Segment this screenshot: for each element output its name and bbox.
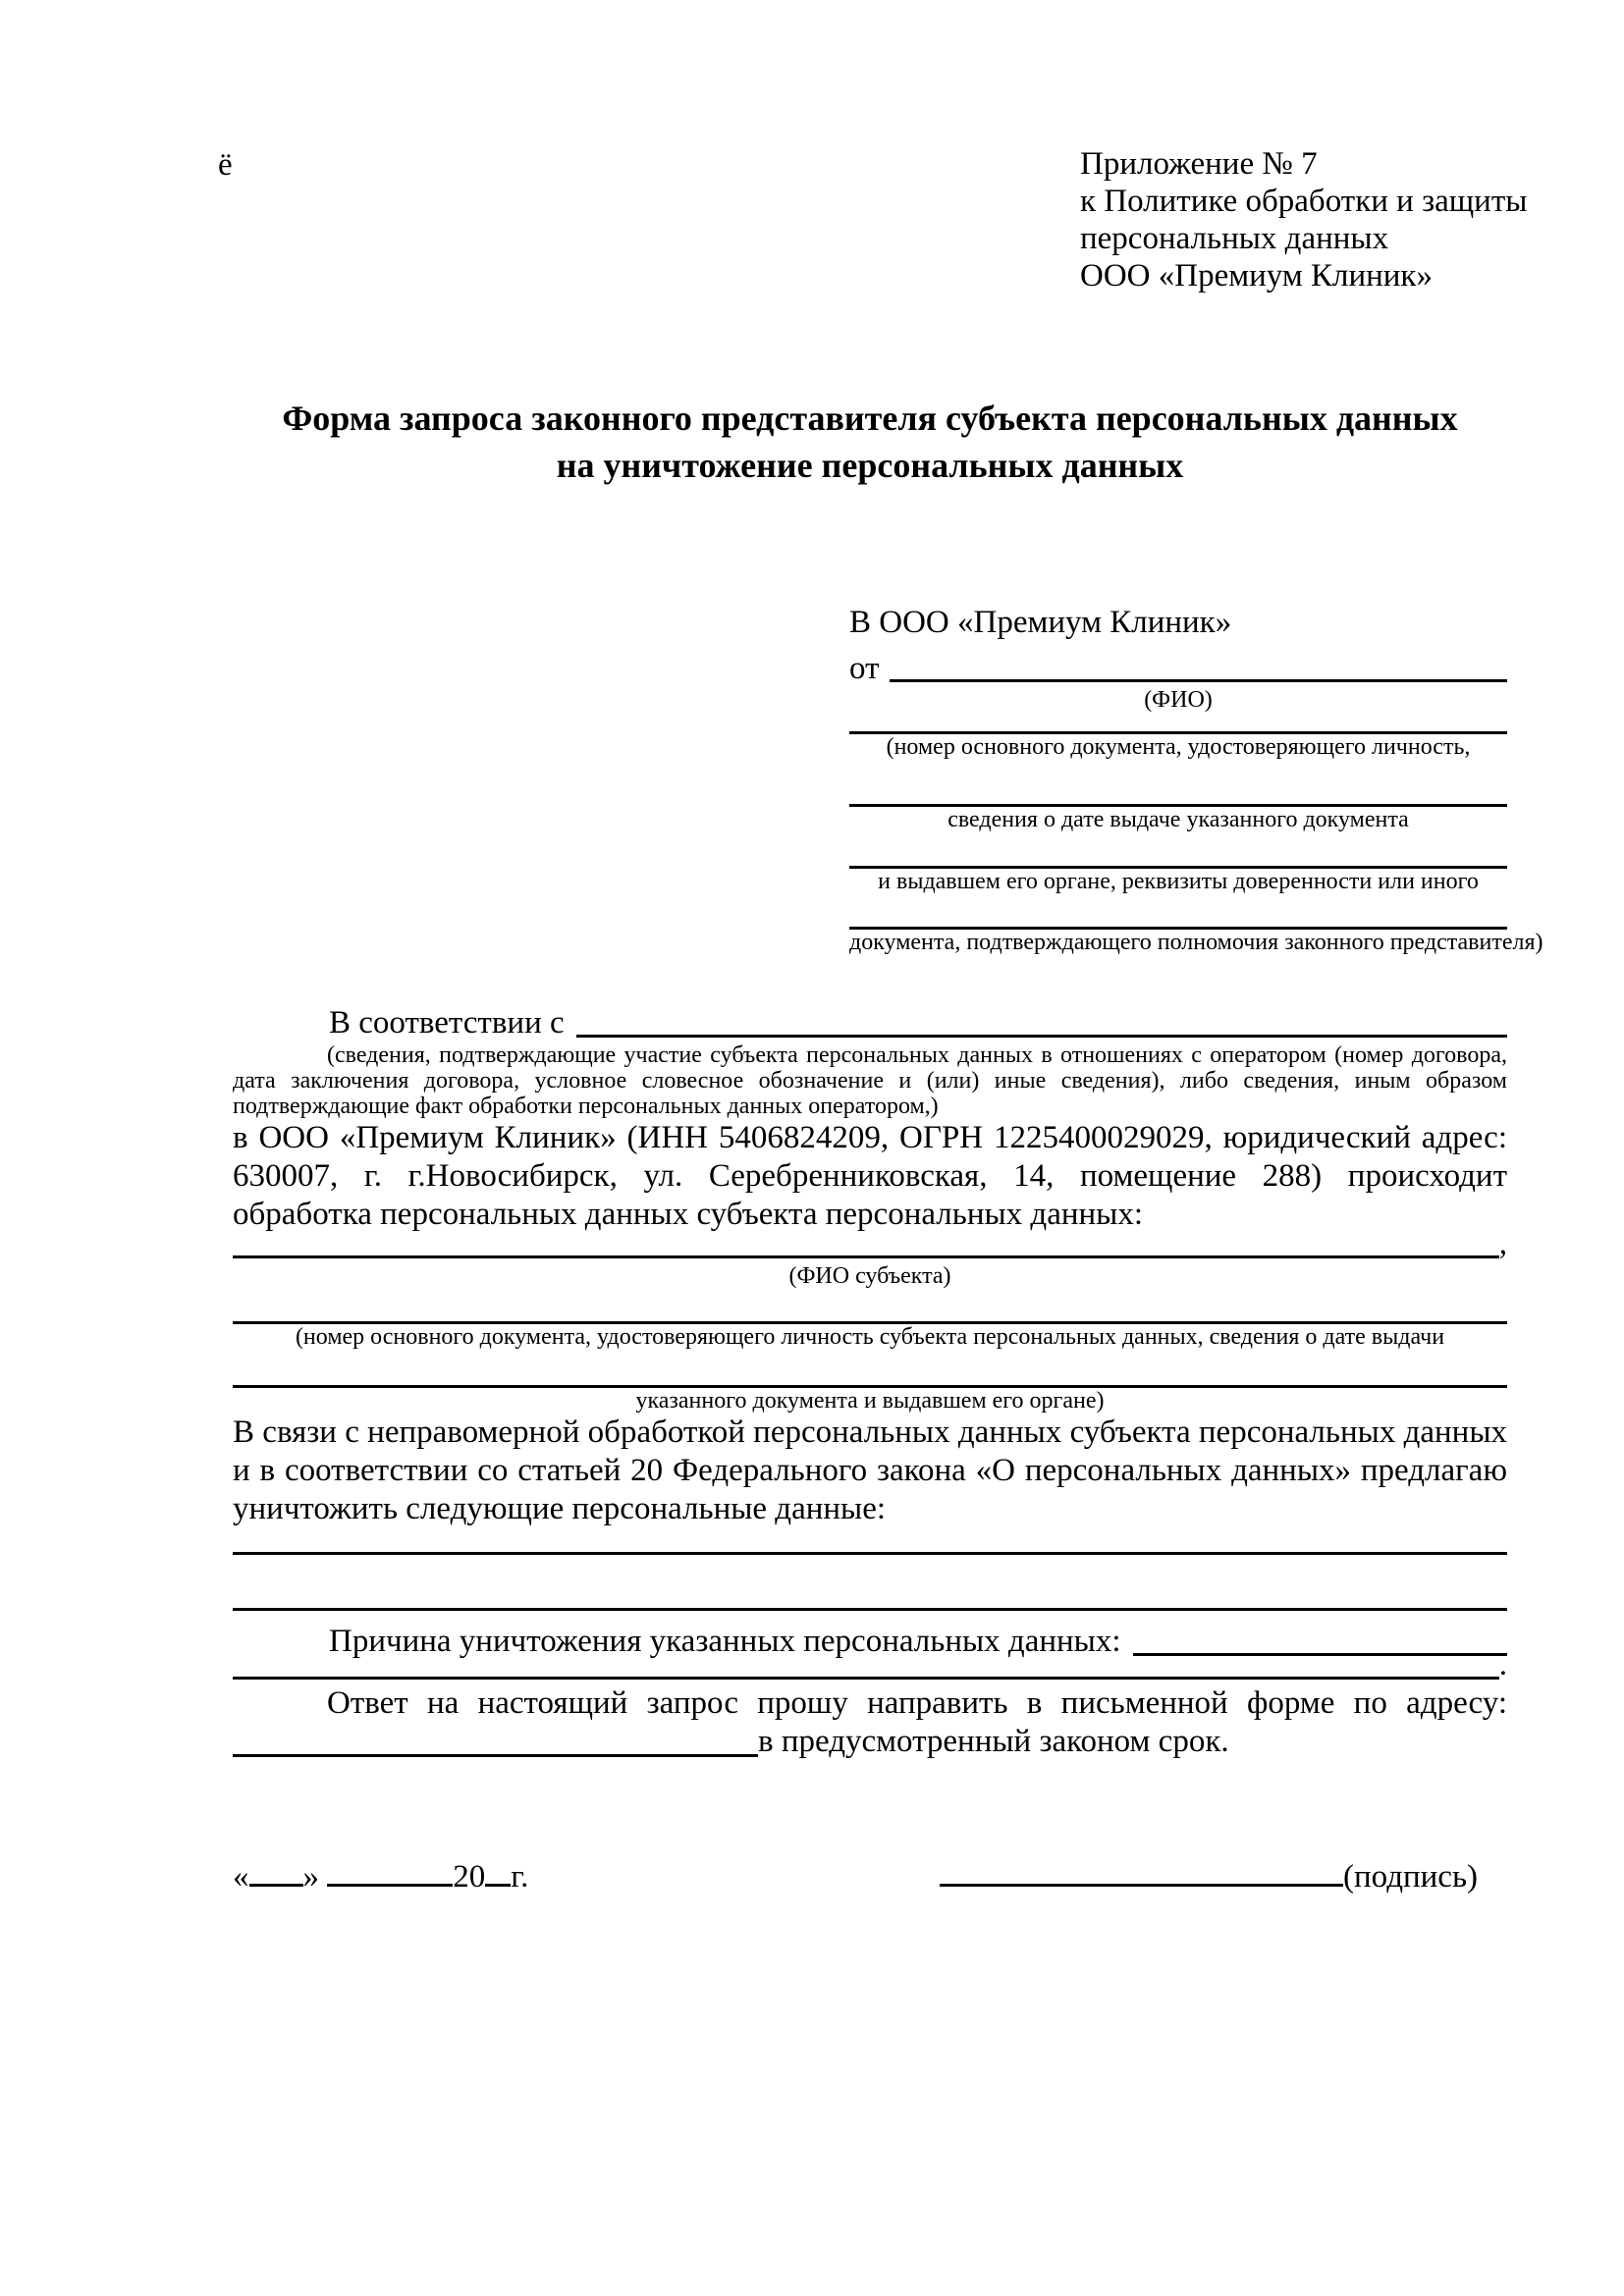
subject-doc-field-line bbox=[233, 1289, 1507, 1324]
operator-paragraph: в ООО «Премиум Клиник» (ИНН 5406824209, ОГРН 1225400029029, юридический адрес: 630007, г. г.Новосибирск, ул. Серебренниковская, 14, помещение 288) происходит обработка персональных данных субъекта персональных данных: bbox=[233, 1120, 1507, 1232]
data-to-destroy-field-line bbox=[233, 1531, 1507, 1555]
reason-field-line bbox=[1133, 1653, 1507, 1656]
answer-paragraph-tail: в предусмотренный законом срок. bbox=[758, 1724, 1229, 1759]
date-field bbox=[233, 1858, 528, 1896]
year-prefix: 20 bbox=[453, 1859, 486, 1895]
answer-address-row bbox=[233, 1723, 1507, 1761]
signature-field-line bbox=[940, 1858, 1343, 1887]
month-field-line bbox=[327, 1858, 453, 1887]
date-signature-row bbox=[233, 1858, 1507, 1896]
representative-doc-field-line bbox=[849, 760, 1507, 807]
annex-header bbox=[1080, 145, 1527, 294]
year-suffix: г. bbox=[511, 1859, 529, 1895]
year-field-line bbox=[485, 1858, 511, 1887]
document-body bbox=[233, 1001, 1507, 1761]
trailing-comma: , bbox=[1498, 1226, 1507, 1261]
subject-fio-row bbox=[233, 1226, 1507, 1263]
document-title-line: на уничтожение персональных данных bbox=[556, 446, 1184, 485]
document-title-line: Форма запроса законного представителя субъекта персональных данных bbox=[282, 399, 1458, 438]
data-to-destroy-field-line bbox=[233, 1555, 1507, 1611]
subject-doc-caption: (номер основного документа, удостоверяющего личность субъекта персональных данных, сведения о дате выдачи bbox=[295, 1324, 1445, 1350]
trailing-period: . bbox=[1498, 1647, 1507, 1682]
accordance-row bbox=[233, 1001, 1507, 1042]
reason-continuation-row bbox=[233, 1647, 1507, 1684]
field-caption: и выдавшем его органе, реквизиты доверенности или иного bbox=[878, 869, 1479, 894]
unlawful-processing-paragraph: В связи с неправомерной обработкой персональных данных субъекта персональных данных и в соответствии со статьей 20 Федерального закона «О персональных данных» предлагаю уничтожить следующие персональные данные: bbox=[233, 1415, 1507, 1526]
reason-field-line bbox=[233, 1677, 1499, 1680]
representative-doc-field-line bbox=[849, 713, 1507, 734]
annex-line: Приложение № 7 bbox=[1080, 146, 1318, 182]
addressee-block bbox=[849, 604, 1543, 955]
annex-line: персональных данных bbox=[1080, 221, 1389, 256]
reason-label: Причина уничтожения указанных персональных данных: bbox=[329, 1624, 1121, 1659]
address-field-line bbox=[233, 1754, 758, 1757]
from-label: от bbox=[849, 651, 880, 686]
signature-caption: (подпись) bbox=[1343, 1859, 1478, 1895]
field-caption: сведения о дате выдаче указанного документа bbox=[947, 807, 1409, 832]
document-title bbox=[233, 395, 1507, 489]
subject-doc-caption: указанного документа и выдавшем его органе) bbox=[635, 1388, 1105, 1414]
answer-paragraph: Ответ на настоящий запрос прошу направить в письменной форме по адресу: bbox=[327, 1685, 1507, 1721]
stray-character: ё bbox=[218, 147, 233, 183]
accordance-label: В соответствии с bbox=[329, 1005, 565, 1041]
addressee-to: В ООО «Премиум Клиник» bbox=[849, 605, 1232, 640]
fio-caption: (ФИО) bbox=[1144, 687, 1213, 713]
subject-doc-field-line bbox=[233, 1350, 1507, 1388]
close-quote: » bbox=[302, 1859, 319, 1895]
annex-line: к Политике обработки и защиты bbox=[1080, 184, 1528, 219]
subject-fio-field-line bbox=[233, 1255, 1499, 1258]
signature-field bbox=[940, 1858, 1478, 1896]
field-caption: документа, подтверждающего полномочия законного представителя) bbox=[849, 930, 1543, 955]
reason-row bbox=[233, 1623, 1507, 1661]
accordance-field-line bbox=[576, 1035, 1507, 1038]
field-caption: (номер основного документа, удостоверяющего личность, bbox=[886, 734, 1471, 760]
representative-doc-field-line bbox=[849, 894, 1507, 930]
annex-line: ООО «Премиум Клиник» bbox=[1080, 258, 1433, 294]
representative-doc-field-line bbox=[849, 832, 1507, 869]
from-field-row bbox=[849, 649, 1507, 687]
accordance-note: (сведения, подтверждающие участие субъекта персональных данных в отношениях с оператором (номер договора, дата заключения договора, условное словесное обозначение и (или) иные сведения), либо сведения, иным образом подтверждающие факт обработки персональных данных оператором,) bbox=[233, 1042, 1507, 1119]
subject-fio-caption: (ФИО субъекта) bbox=[788, 1263, 951, 1289]
open-quote: « bbox=[233, 1859, 249, 1895]
day-field-line bbox=[249, 1858, 303, 1887]
representative-fio-field-line bbox=[890, 679, 1508, 682]
